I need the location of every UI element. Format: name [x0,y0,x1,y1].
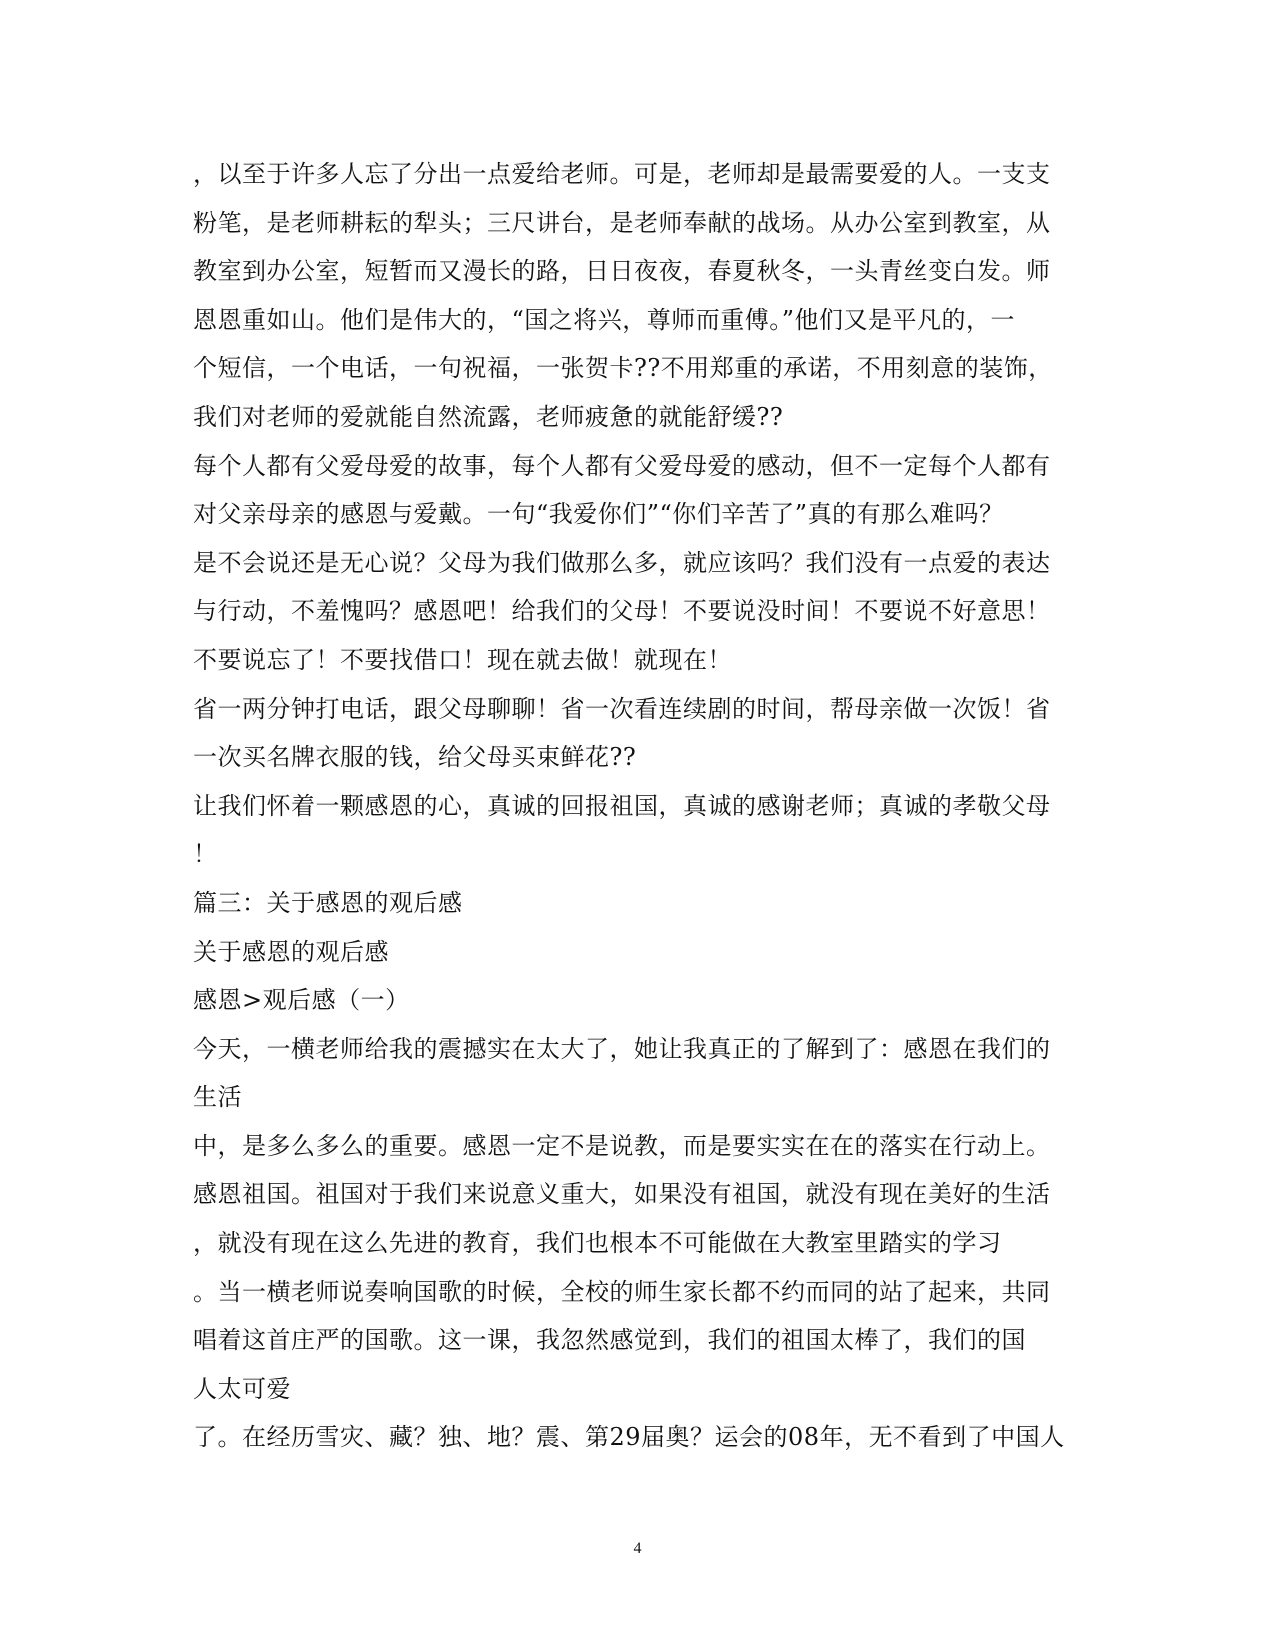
text-line: 每个人都有父爱母爱的故事，每个人都有父爱母爱的感动，但不一定每个人都有 [193,451,1051,480]
text-line: 了。在经历雪灾、藏？独、地？震、第29届奥？运会的08年，无不看到了中国人 [193,1423,1065,1452]
text-line: 是不会说还是无心说？父母为我们做那么多，就应该吗？我们没有一点爱的表达 [193,548,1051,577]
text-line: ，以至于许多人忘了分出一点爱给老师。可是，老师却是最需要爱的人。一支支 [193,160,1051,188]
text-line: 恩恩重如山。他们是伟大的，“国之将兴，尊师而重傅。”他们又是平凡的，一 [193,305,1016,334]
text-line: 教室到办公室，短暂而又漫长的路，日日夜夜，春夏秋冬，一头青丝变白发。师 [193,257,1051,286]
text-line: 让我们怀着一颗感恩的心，真诚的回报祖国，真诚的感谢老师；真诚的孝敬父母 [193,791,1051,820]
text-line: 生活 [193,1083,242,1112]
text-line: 个短信，一个电话，一句祝福，一张贺卡??不用郑重的承诺，不用刻意的装饰， [193,354,1053,383]
text-line: 不要说忘了！不要找借口！现在就去做！就现在！ [193,645,732,674]
text-line: 与行动，不羞愧吗？感恩吧！给我们的父母！不要说没时间！不要说不好意思！ [193,597,1051,626]
text-line: 粉笔，是老师耕耘的犁头；三尺讲台，是老师奉献的战场。从办公室到教室，从 [193,208,1051,237]
article-title: 关于感恩的观后感 [193,937,389,966]
text-line: 一次买名牌衣服的钱，给父母买束鲜花?? [193,743,637,772]
text-line: 人太可爱 [193,1374,291,1403]
text-line: ，就没有现在这么先进的教育，我们也根本不可能做在大教室里踏实的学习 [193,1229,1002,1258]
document-body [193,150,1083,1462]
text-line: 感恩祖国。祖国对于我们来说意义重大，如果没有祖国，就没有现在美好的生活 [193,1180,1051,1209]
article-subtitle: 感恩>观后感（一） [193,986,410,1015]
text-line: 对父亲母亲的感恩与爱戴。一句“我爱你们”“你们辛苦了”真的有那么难吗？ [193,500,1004,529]
text-line: 省一两分钟打电话，跟父母聊聊！省一次看连续剧的时间，帮母亲做一次饭！省 [193,694,1051,723]
text-line: 唱着这首庄严的国歌。这一课，我忽然感觉到，我们的祖国太棒了，我们的国 [193,1326,1026,1355]
page-number: 4 [633,1540,642,1557]
section-heading: 篇三：关于感恩的观后感 [193,888,463,917]
text-line: 我们对老师的爱就能自然流露，老师疲惫的就能舒缓?? [193,402,784,431]
text-line: 今天，一横老师给我的震撼实在太大了，她让我真正的了解到了：感恩在我们的 [193,1034,1051,1063]
text-line: 。当一横老师说奏响国歌的时候，全校的师生家长都不约而同的站了起来，共同 [193,1277,1051,1306]
text-line: 中，是多么多么的重要。感恩一定不是说教，而是要实实在在的落实在行动上。 [193,1131,1051,1160]
text-line: ！ [193,840,218,869]
